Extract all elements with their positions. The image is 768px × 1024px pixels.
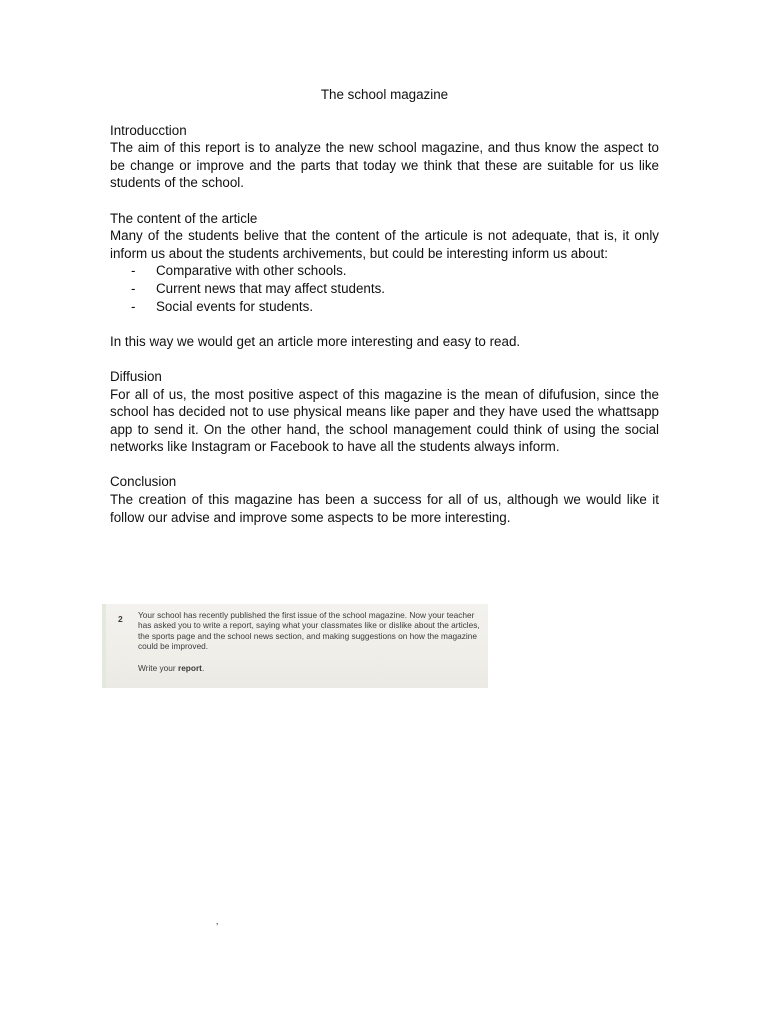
section-summary-line (110, 333, 659, 351)
section-paragraph: In this way we would get an article more interesting and easy to read. (110, 333, 521, 349)
report-body (110, 86, 659, 544)
list-item-text: Comparative with other schools. (156, 263, 347, 279)
section-paragraph: The aim of this report is to analyze the new school magazine, and thus know the aspect to be change or improve and the parts that today we think that these are suitable for us like students of the school. (110, 140, 659, 191)
section-heading: Diffusion (110, 368, 162, 384)
bullet-marker: - (131, 280, 136, 296)
section-heading: Introducction (110, 122, 187, 138)
task-number: 2 (118, 614, 123, 624)
list-item (110, 280, 659, 298)
section-introduction (110, 122, 659, 192)
task-prompt-prefix: Write your (138, 663, 178, 673)
document-title: The school magazine (320, 87, 449, 102)
task-description: Your school has recently published the first issue of the school magazine. Now your teacher has asked you to write a report, saying what your classmates like or dislike about the articles, the sports page and the school news section, and making suggestions on how the magazine could be improved. (138, 610, 480, 652)
section-heading: The content of the article (110, 210, 258, 226)
list-item-text: Current news that may affect students. (156, 280, 385, 296)
section-content-of-article (110, 210, 659, 316)
task-prompt-keyword: report (177, 663, 202, 673)
section-heading: Conclusion (110, 474, 177, 490)
list-item-text: Social events for students. (156, 298, 314, 314)
task-prompt-suffix: . (201, 663, 205, 673)
suggestion-list (110, 262, 659, 315)
bullet-marker: - (131, 298, 136, 314)
task-instructions-image (102, 604, 488, 688)
bullet-marker: - (131, 263, 136, 279)
section-conclusion (110, 473, 659, 526)
stray-mark: ’ (216, 922, 219, 933)
task-prompt (138, 663, 204, 673)
section-paragraph: The creation of this magazine has been a success for all of us, although we would like it follow our advise and improve some aspects to be more interesting. (110, 492, 659, 525)
section-paragraph: For all of us, the most positive aspect of this magazine is the mean of difufusion, since the school has decided not to use physical means like paper and they have used the whattsapp app to send it. On the other hand, the school management could think of using the social networks like Instagram or Facebook to have all the students always inform. (110, 386, 659, 455)
section-paragraph: Many of the students belive that the content of the articule is not adequate, that is, it only inform us about the students archivements, but could be interesting inform us about: (110, 228, 659, 261)
section-diffusion (110, 368, 659, 456)
list-item (110, 298, 659, 316)
list-item (110, 262, 659, 280)
